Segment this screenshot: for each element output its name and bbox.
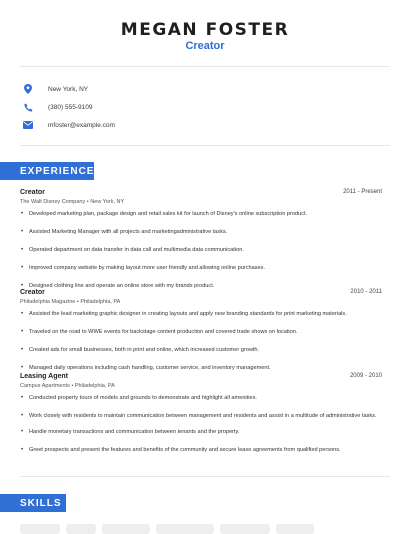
section-heading-skills: SKILLS <box>0 494 66 512</box>
email-text[interactable]: mfoster@example.com <box>48 121 115 129</box>
list-item: • Managed daily operations including cash handling, customer service, and inventory management. <box>20 365 382 373</box>
list-item: • Work closely with residents to maintain communication between management and residents and assist in a multitude of administrative tasks. <box>20 413 382 421</box>
list-item: • Handle monetary transactions and communication between tenants and the property. <box>20 429 382 437</box>
job-dates: 2010 - 2011 <box>350 289 382 295</box>
list-item: • Assisted the lead marketing graphic designer in creating layouts and apply new branding standards for print marketing materials. <box>20 311 382 319</box>
candidate-name: MEGAN FOSTER <box>120 20 290 40</box>
job-title-row <box>20 373 382 380</box>
job-bullets <box>20 211 382 291</box>
envelope-icon <box>22 119 34 131</box>
job-title-row <box>20 289 382 296</box>
job-bullets <box>20 311 382 373</box>
list-item: • Operated department on data transfer in data call and multimedia data communication. <box>20 247 382 255</box>
list-item: • Designed clothing line and operate an online store with my brands product. <box>20 283 382 291</box>
skill-chip <box>156 524 214 534</box>
map-pin-icon <box>22 83 34 95</box>
job-company-line: Philadelphia Magazine • Philadelphia, PA <box>20 299 121 305</box>
list-item: • Developed marketing plan, package design and retail sales kit for launch of Disney's online subscription product. <box>20 211 382 219</box>
contact-block <box>20 80 390 134</box>
skill-chip <box>276 524 314 534</box>
company-name: Philadelphia Magazine <box>20 299 76 305</box>
company-location: Philadelphia, PA <box>80 299 121 305</box>
job-title: Leasing Agent <box>20 373 68 380</box>
contact-location <box>20 80 390 98</box>
company-location: New York, NY <box>90 199 125 205</box>
job-role: Creator <box>185 40 225 52</box>
job-entry <box>20 373 382 465</box>
contact-email <box>20 116 390 134</box>
list-item: • Created ads for small businesses, both in print and online, which increased customer growth. <box>20 347 382 355</box>
skill-chip <box>20 524 60 534</box>
section-heading-experience: EXPERIENCE <box>0 162 94 180</box>
list-item: • Traveled on the road to WWE events for backstage content production and covered trade shows on location. <box>20 329 382 337</box>
divider <box>20 66 390 67</box>
job-dates: 2009 - 2010 <box>349 373 382 379</box>
company-name: The Walt Disney Company <box>20 199 86 205</box>
skill-chip <box>66 524 96 534</box>
job-entry <box>20 289 382 383</box>
job-title-row <box>20 189 382 196</box>
job-entry <box>20 189 382 301</box>
skill-chip <box>102 524 150 534</box>
job-company-line: Campus Apartments • Philadelphia, PA <box>20 383 115 389</box>
company-location: Philadelphia, PA <box>74 383 115 389</box>
skills-chips <box>20 524 314 534</box>
divider <box>20 145 390 146</box>
company-name: Campus Apartments <box>20 383 70 389</box>
phone-icon <box>22 101 34 113</box>
job-bullets <box>20 395 382 454</box>
job-company-line: The Walt Disney Company • New York, NY <box>20 199 125 205</box>
skill-chip <box>220 524 270 534</box>
list-item: • Greet prospects and present the features and benefits of the community and secure lease agreements from qualified persons. <box>20 447 382 455</box>
location-text: New York, NY <box>48 85 89 93</box>
list-item: • Improved company website by making layout more user friendly and allowing online purchases. <box>20 265 382 273</box>
phone-text: (380) 555-9109 <box>48 103 93 111</box>
divider <box>20 476 390 477</box>
contact-phone <box>20 98 390 116</box>
list-item: • Conducted property tours of models and grounds to demonstrate and highlight all amenities. <box>20 395 382 403</box>
job-title: Creator <box>20 189 45 196</box>
job-title: Creator <box>20 289 45 296</box>
job-dates: 2011 - Present <box>343 189 382 195</box>
list-item: • Assisted Marketing Manager with all projects and marketingadministrative tasks. <box>20 229 382 237</box>
